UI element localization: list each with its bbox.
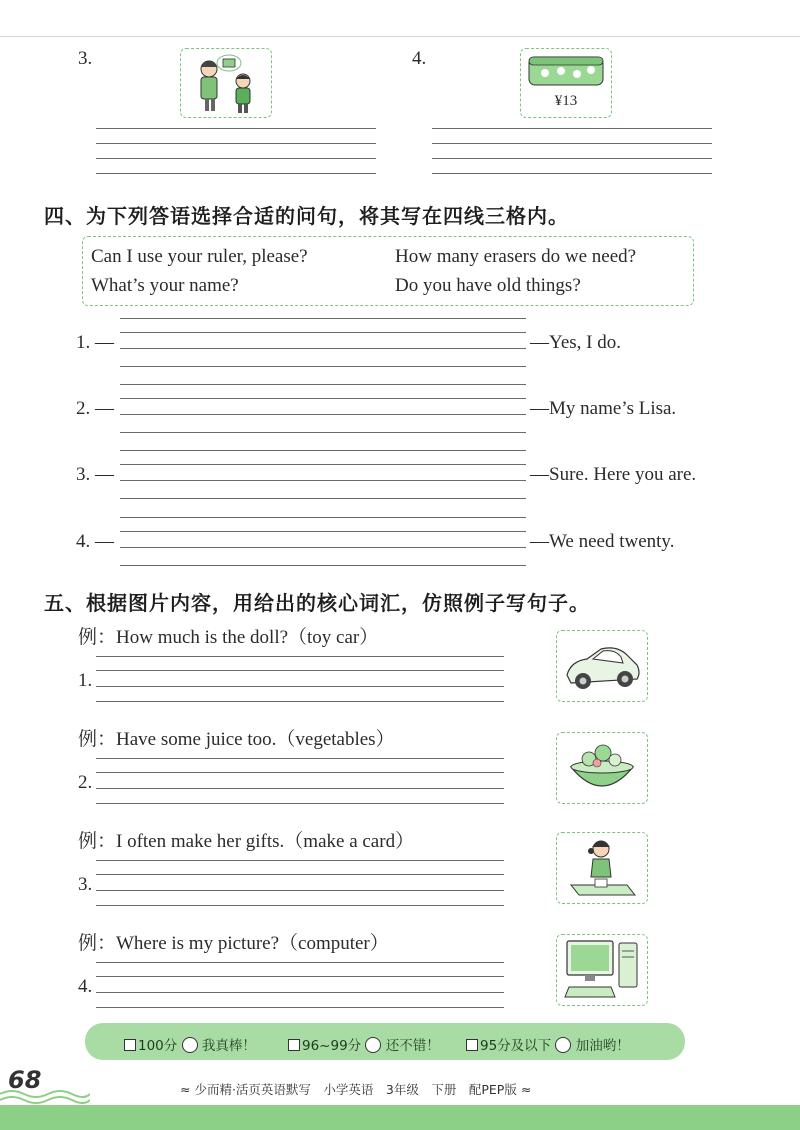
score-95-below-label: 95分及以下	[480, 1038, 552, 1054]
checkbox-100[interactable]	[124, 1039, 136, 1051]
talking-people-picture	[180, 48, 272, 118]
series-title: ≈ 少而精·活页英语默写 小学英语 3年级 下册 配PEP版 ≈	[180, 1082, 532, 1097]
example-1-text: 例：How much is the doll?（toy car）	[78, 627, 379, 648]
toy-car-picture	[556, 630, 648, 702]
smiley-icon	[182, 1037, 198, 1053]
toy-car-icon	[557, 631, 647, 701]
smile-face-icon	[365, 1037, 381, 1053]
page-number: 68	[8, 1066, 42, 1094]
example-3-text: 例：I often make her gifts.（make a card）	[78, 831, 415, 852]
example-4-number: 4.	[78, 976, 93, 997]
vegetable-bowl-icon	[557, 733, 647, 803]
score-95-below	[466, 1034, 630, 1054]
computer-icon	[557, 935, 647, 1005]
option-3: What’s your name?	[91, 275, 239, 296]
section-5-heading: 五、根据图片内容，用给出的核心词汇，仿照例子写句子。	[44, 591, 590, 615]
talking-people-icon	[181, 49, 271, 117]
price-label: ¥13	[554, 93, 578, 109]
score-96-99-text: 还不错！	[385, 1038, 440, 1054]
top-border	[0, 36, 800, 37]
question-1-label: 1. —	[76, 332, 114, 353]
item-3-number: 3.	[78, 48, 93, 69]
answer-2: —My name’s Lisa.	[530, 398, 677, 419]
example-1-writing-lines[interactable]	[96, 656, 504, 702]
option-4: Do you have old things?	[395, 275, 581, 296]
answer-lines-4[interactable]	[432, 128, 712, 174]
question-1-writing-lines[interactable]	[120, 318, 526, 370]
question-2-label: 2. —	[76, 398, 114, 419]
question-3-writing-lines[interactable]	[120, 450, 526, 502]
answer-4: —We need twenty.	[530, 531, 675, 552]
example-4-text: 例：Where is my picture?（computer）	[78, 933, 389, 954]
checkbox-96-99[interactable]	[288, 1039, 300, 1051]
section-4-heading: 四、为下列答语选择合适的问句，将其写在四线三格内。	[44, 204, 569, 228]
bottom-green-strip	[0, 1105, 800, 1130]
question-4-writing-lines[interactable]	[120, 517, 526, 569]
question-3-label: 3. —	[76, 464, 114, 485]
score-100-label: 100分	[138, 1038, 178, 1054]
example-2-number: 2.	[78, 772, 93, 793]
score-95-below-text: 加油哟！	[575, 1038, 630, 1054]
pencil-case-icon	[521, 49, 611, 93]
checkbox-95-below[interactable]	[466, 1039, 478, 1051]
option-2: How many erasers do we need?	[395, 246, 637, 267]
example-2-text: 例：Have some juice too.（vegetables）	[78, 729, 395, 750]
options-box	[82, 236, 694, 306]
girl-making-card-picture	[556, 832, 648, 904]
question-4-label: 4. —	[76, 531, 114, 552]
example-3-number: 3.	[78, 874, 93, 895]
option-1: Can I use your ruler, please?	[91, 246, 308, 267]
pencil-case-picture	[520, 48, 612, 118]
item-4-number: 4.	[412, 48, 427, 69]
answer-lines-3[interactable]	[96, 128, 376, 174]
answer-1: —Yes, I do.	[530, 332, 621, 353]
score-100-text: 我真棒！	[201, 1038, 256, 1054]
example-3-writing-lines[interactable]	[96, 860, 504, 906]
score-96-99	[288, 1034, 440, 1054]
wave-decoration-icon	[0, 1088, 90, 1104]
girl-making-card-icon	[557, 833, 647, 903]
computer-picture	[556, 934, 648, 1006]
cheer-face-icon	[555, 1037, 571, 1053]
example-1-number: 1.	[78, 670, 93, 691]
question-2-writing-lines[interactable]	[120, 384, 526, 436]
example-4-writing-lines[interactable]	[96, 962, 504, 1008]
score-100	[124, 1034, 256, 1054]
answer-3: —Sure. Here you are.	[530, 464, 697, 485]
example-2-writing-lines[interactable]	[96, 758, 504, 804]
score-96-99-label: 96~99分	[302, 1038, 362, 1054]
vegetable-bowl-picture	[556, 732, 648, 804]
